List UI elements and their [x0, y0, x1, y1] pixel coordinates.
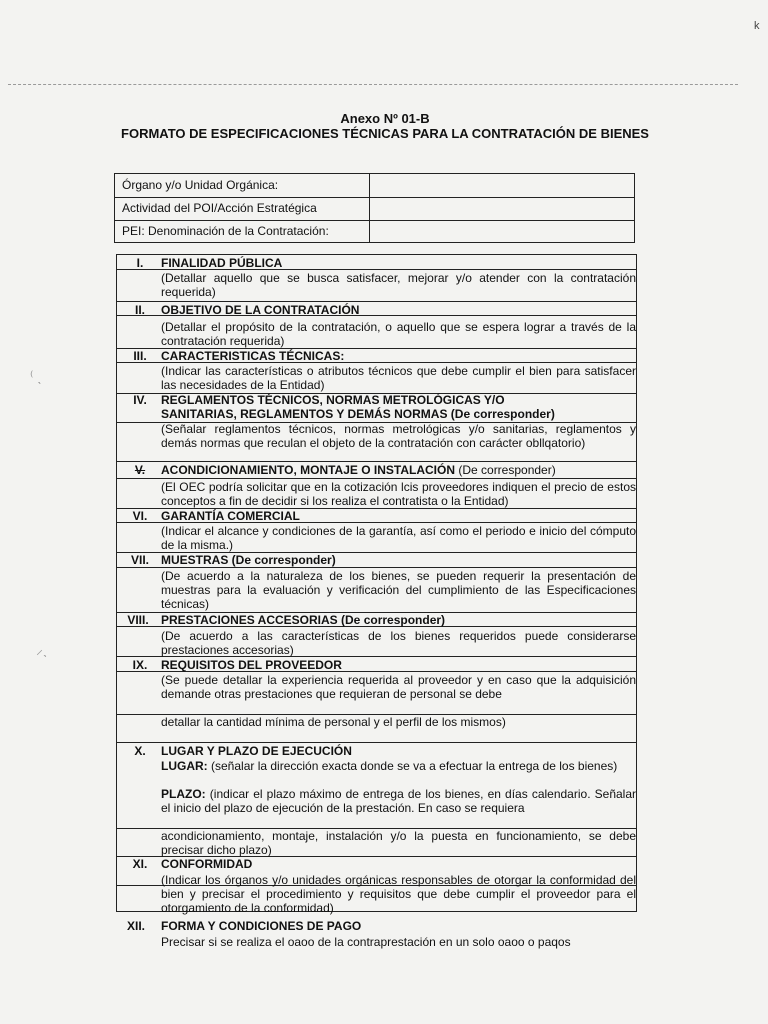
lugar-text: (señalar la dirección exacta donde se va a efectuar la entrega de los bienes) [207, 759, 618, 773]
org-value-field[interactable] [369, 197, 635, 220]
section-title-reglamentos: REGLAMENTOS TÉCNICOS, NORMAS METROLÓGICAS Y/O [161, 393, 505, 407]
section-title-garantia: GARANTÍA COMERCIAL [161, 509, 300, 523]
section-title-conformidad: CONFORMIDAD [161, 857, 253, 871]
section-body-objetivo: (Detallar el propósito de la contratación, o aquello que se espera lograr a través de la contratación requerida) [161, 320, 636, 348]
section-title-forma-pago: FORMA Y CONDICIONES DE PAGO [161, 919, 362, 933]
row-divider [117, 742, 637, 743]
section-number: VIII. [127, 613, 149, 627]
org-label: Órgano y/o Unidad Orgánica: [122, 178, 279, 192]
section-body-plazo [161, 787, 636, 815]
section-body-caracteristicas: (Indicar las características o atributos técnicos que debe cumplir el bien para satisfacer las necesidades de la Entidad) [161, 364, 636, 392]
section-body-reglamentos: (Señalar reglamentos técnicos, normas metrológicas y/o sanitarias, reglamentos y demás normas que reculan el objeto de la contratación con carácter obllqatorio) [161, 422, 636, 450]
section-number: VI. [132, 509, 148, 523]
section-title-acondicionamiento [161, 463, 556, 477]
org-row-actividad [115, 197, 634, 221]
plazo-text: (indicar el plazo máximo de entrega de los bienes, en días calendario. Señalar el inicio del plazo de ejecución de la prestación. En caso se requiera [161, 787, 636, 815]
scan-dashed-line [8, 84, 738, 85]
section-title-muestras: MUESTRAS (De corresponder) [161, 553, 336, 567]
section-number: I. [136, 256, 144, 270]
section-number: XII. [126, 919, 145, 933]
section-title-finalidad: FINALIDAD PÚBLICA [161, 256, 283, 270]
section-title-prestaciones: PRESTACIONES ACCESORIAS (De corresponder) [161, 613, 446, 627]
section-title-lugar-plazo: LUGAR Y PLAZO DE EJECUCIÓN [161, 744, 352, 758]
row-divider [117, 301, 637, 302]
form-title: FORMATO DE ESPECIFICACIONES TÉCNICAS PARA LA CONTRATACIÓN DE BIENES [121, 126, 649, 141]
section-title-requisitos: REQUISITOS DEL PROVEEDOR [161, 658, 342, 672]
section-body-prestaciones: (De acuerdo a las características de los bienes requeridos puede considerarse prestaciones accesorias) [161, 629, 636, 657]
section-body-conformidad: (Indicar los órganos y/o unidades orgánicas responsables de otorgar la conformidad del bien y precisar el procedimiento y requisitos que debe cumplir el proveedor para el otorgamiento de la conformidad) [161, 873, 636, 915]
annex-label: Anexo Nº 01-B [340, 111, 430, 126]
section-number: VII. [130, 553, 149, 567]
section-body-garantia: (Indicar el alcance y condiciones de la garantía, así como el periodo e inicio del cómputo de la misma.) [161, 524, 636, 552]
section-body-forma-pago: Precisar si se realiza el oaoo de la contraprestación en un solo oaoo o paqos [161, 935, 571, 949]
section-title-reglamentos-line2: SANITARIAS, REGLAMENTOS Y DEMÁS NORMAS (De corresponder) [161, 407, 555, 421]
section-body-muestras: (De acuerdo a la naturaleza de los bienes, se pueden requerir la presentación de muestras para la evaluación y verificación del cumplimiento de las Especificaciones técnicas) [161, 569, 636, 611]
section-number: V. [134, 463, 146, 477]
section-title-text: ACONDICIONAMIENTO, MONTAJE O INSTALACIÓN [161, 463, 455, 477]
org-label: Actividad del POI/Acción Estratégica [122, 201, 317, 215]
section-body-finalidad: (Detallar aquello que se busca satisfacer, mejorar y/o atender con la contratación requerida) [161, 271, 636, 299]
org-value-field[interactable] [369, 174, 635, 197]
section-number: IV. [133, 393, 147, 407]
corner-mark: k [754, 20, 760, 32]
org-info-table [114, 173, 635, 243]
org-value-field[interactable] [369, 220, 635, 243]
section-body-requisitos-cont: detallar la cantidad mínima de personal y el perfil de los mismos) [161, 715, 506, 729]
section-subtitle: (De corresponder) [458, 463, 556, 477]
org-row-organo [115, 174, 634, 198]
section-body-lugar [161, 759, 636, 773]
section-number: XI. [132, 857, 148, 871]
section-number: II. [134, 303, 145, 317]
section-number: III. [133, 349, 147, 363]
section-title-caracteristicas: CARACTERISTICAS TÉCNICAS: [161, 349, 345, 363]
row-divider [117, 567, 637, 568]
org-row-pei [115, 220, 634, 243]
section-body-acondicionamiento: (El OEC podría solicitar que en la cotización lcis proveedores indiquen el precio de estos conceptos a fin de decidir si los realiza el contratista o la Entidad) [161, 480, 636, 508]
scan-smudge: ⁽ ˎ [30, 368, 42, 384]
scan-smudge: ⸝ˎ [36, 641, 48, 657]
row-divider [117, 461, 637, 462]
section-number: IX. [132, 658, 148, 672]
section-body-requisitos: (Se puede detallar la experiencia requerida al proveedor y en caso que la adquisición demande otras prestaciones que requieran de personal se debe [161, 673, 636, 701]
section-body-plazo-cont: acondicionamiento, montaje, instalación y/o la puesta en funcionamiento, se debe precisar dicho plazo) [161, 829, 636, 857]
org-label: PEI: Denominación de la Contratación: [122, 224, 329, 238]
row-divider [117, 478, 637, 479]
section-number: X. [134, 744, 146, 758]
section-title-objetivo: OBJETIVO DE LA CONTRATACIÓN [161, 303, 360, 317]
lugar-label: LUGAR: [161, 759, 208, 773]
plazo-label: PLAZO: [161, 787, 206, 801]
